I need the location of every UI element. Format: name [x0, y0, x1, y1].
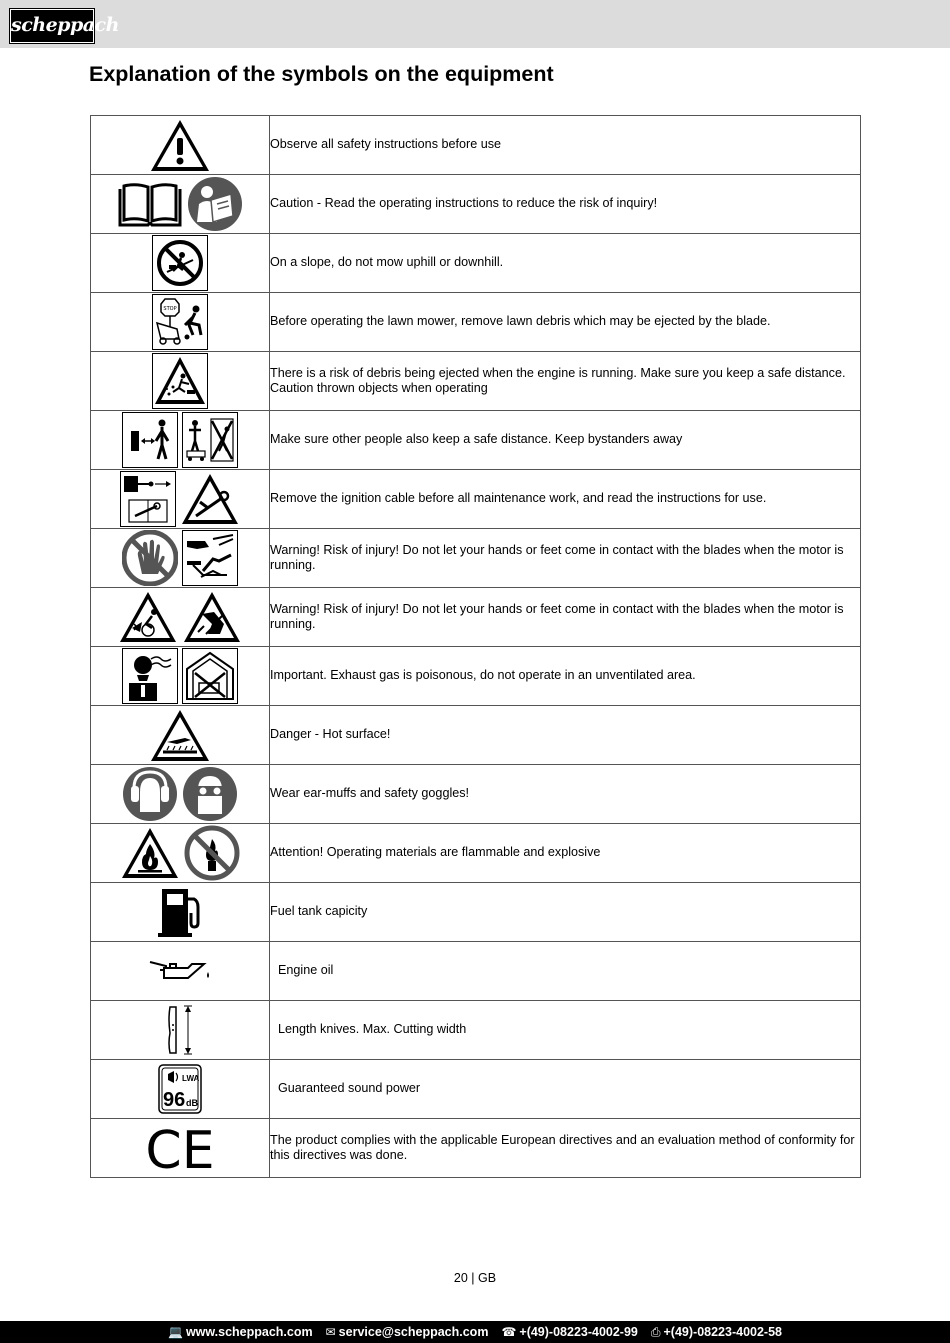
row-description: Warning! Risk of injury! Do not let your hands or feet come in contact with the blades when the motor is running.	[270, 588, 861, 647]
safety-goggles-icon	[182, 766, 238, 822]
row-description: Attention! Operating materials are flammable and explosive	[270, 824, 861, 883]
table-row	[91, 824, 861, 883]
table-row	[91, 1001, 861, 1060]
row-description: Wear ear-muffs and safety goggles!	[270, 765, 861, 824]
symbols-table	[90, 115, 861, 1178]
no-hands-icon	[122, 530, 178, 586]
remove-debris-icon	[152, 294, 208, 350]
row-description: The product complies with the applicable European directives and an evaluation method of conformity for this directives was done.	[270, 1119, 861, 1178]
keep-bystanders-away-icon	[182, 412, 238, 468]
sound-power-unit: dB	[186, 1098, 198, 1108]
table-row	[91, 116, 861, 175]
sound-power-value: 96	[163, 1089, 186, 1111]
table-row	[91, 765, 861, 824]
footer-bar	[0, 1321, 950, 1343]
table-row	[91, 411, 861, 470]
footer-email[interactable]	[326, 1325, 489, 1339]
fax-text: +(49)-08223-4002-58	[663, 1325, 782, 1339]
row-description: Fuel tank capicity	[270, 883, 861, 942]
scheppach-logo: scheppach	[10, 9, 94, 43]
row-description: Remove the ignition cable before all maintenance work, and read the instructions for use.	[270, 470, 861, 529]
warning-triangle-exclamation-icon	[149, 118, 211, 173]
table-row	[91, 647, 861, 706]
hot-surface-warning-icon	[149, 708, 211, 763]
table-row	[91, 588, 861, 647]
row-description: Guaranteed sound power	[270, 1060, 861, 1119]
footer-fax	[651, 1325, 782, 1340]
row-description: Engine oil	[270, 942, 861, 1001]
open-book-icon	[117, 181, 183, 227]
ce-mark-text: CE	[145, 1123, 215, 1173]
row-description: Caution - Read the operating instructions to reduce the risk of inquiry!	[270, 175, 861, 234]
sound-power-label: LWA	[182, 1074, 200, 1083]
row-description: There is a risk of debris being ejected when the engine is running. Make sure you keep a safe distance. Caution thrown objects when operating	[270, 352, 861, 411]
oil-can-icon	[148, 956, 212, 986]
exhaust-gas-icon	[122, 648, 178, 704]
blade-feet-warning-icon	[118, 590, 178, 644]
no-open-flame-icon	[184, 825, 240, 881]
page-number: 20 | GB	[453, 1271, 497, 1285]
row-description: On a slope, do not mow uphill or downhill.	[270, 234, 861, 293]
row-description: Warning! Risk of injury! Do not let your hands or feet come in contact with the blades when the motor is running.	[270, 529, 861, 588]
sound-power-icon	[158, 1064, 202, 1114]
phone-icon: ☎	[501, 1325, 517, 1339]
header-bar	[0, 0, 950, 48]
row-description: Make sure other people also keep a safe distance. Keep bystanders away	[270, 411, 861, 470]
no-enclosed-space-icon	[182, 648, 238, 704]
svg-text:STOP: STOP	[163, 306, 177, 312]
computer-icon: 💻	[168, 1325, 183, 1339]
table-row	[91, 706, 861, 765]
ce-mark-icon	[143, 1123, 217, 1173]
footer-phone	[501, 1325, 637, 1339]
table-row	[91, 1060, 861, 1119]
table-row	[91, 470, 861, 529]
row-description: Important. Exhaust gas is poisonous, do not operate in an unventilated area.	[270, 647, 861, 706]
table-row	[91, 293, 861, 352]
no-slope-mowing-icon	[152, 235, 208, 291]
maintenance-warning-icon	[180, 472, 240, 526]
footer-website[interactable]	[168, 1325, 313, 1339]
row-description: Length knives. Max. Cutting width	[270, 1001, 861, 1060]
table-row	[91, 529, 861, 588]
table-row	[91, 352, 861, 411]
fax-icon: ⎙	[650, 1324, 661, 1339]
table-row	[91, 175, 861, 234]
row-description: Before operating the lawn mower, remove lawn debris which may be ejected by the blade.	[270, 293, 861, 352]
email-text: service@scheppach.com	[338, 1325, 489, 1339]
blade-length-icon	[160, 1003, 200, 1057]
table-row	[91, 883, 861, 942]
fuel-pump-icon	[154, 885, 206, 939]
mail-icon: ✉	[325, 1325, 336, 1339]
keep-distance-icon	[122, 412, 178, 468]
thrown-objects-warning-icon	[152, 353, 208, 409]
blade-hand-warning-icon	[182, 590, 242, 644]
read-manual-icon	[187, 176, 243, 232]
table-row	[91, 234, 861, 293]
table-row	[91, 1119, 861, 1178]
table-row	[91, 942, 861, 1001]
phone-text: +(49)-08223-4002-99	[519, 1325, 638, 1339]
flammable-warning-icon	[120, 826, 180, 880]
page-title: Explanation of the symbols on the equipment	[89, 62, 554, 86]
row-description: Danger - Hot surface!	[270, 706, 861, 765]
blade-hands-feet-icon	[182, 530, 238, 586]
remove-ignition-cable-icon	[120, 471, 176, 527]
website-text: www.scheppach.com	[185, 1325, 313, 1339]
ear-muffs-icon	[122, 766, 178, 822]
row-description: Observe all safety instructions before use	[270, 116, 861, 175]
